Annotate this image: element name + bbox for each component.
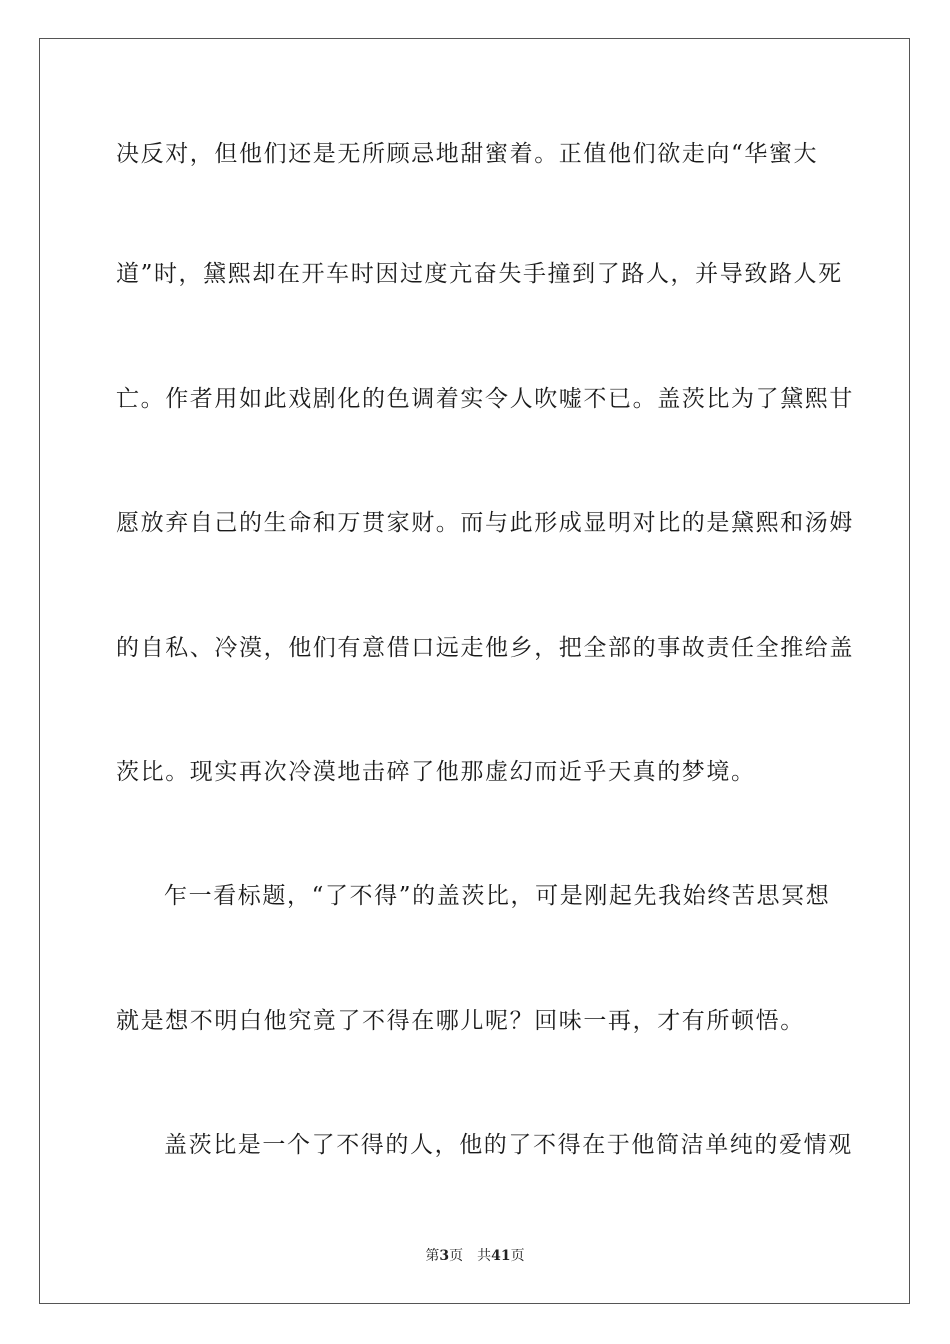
body-line-9: 盖茨比是一个了不得的人，他的了不得在于他简洁单纯的爱情观 xyxy=(164,1132,853,1158)
total-suffix: 页 xyxy=(510,1248,525,1264)
page-prefix: 第 xyxy=(425,1248,440,1264)
total-pages: 41 xyxy=(491,1248,511,1264)
page-footer xyxy=(0,1246,950,1266)
body-line-3: 亡。作者用如此戏剧化的色调着实令人吹嘘不已。盖茨比为了黛熙甘 xyxy=(116,386,854,412)
page-number: 3 xyxy=(439,1248,450,1264)
body-line-1: 决反对，但他们还是无所顾忌地甜蜜着。正值他们欲走向“华蜜大 xyxy=(116,141,819,167)
body-line-4: 愿放弃自己的生命和万贯家财。而与此形成显明对比的是黛熙和汤姆 xyxy=(116,510,854,536)
body-line-2: 道”时，黛熙却在开车时因过度亢奋失手撞到了路人，并导致路人死 xyxy=(116,261,843,287)
total-prefix: 共 xyxy=(477,1248,492,1264)
body-line-7: 乍一看标题，“了不得”的盖茨比，可是刚起先我始终苦思冥想 xyxy=(164,883,831,909)
body-line-8: 就是想不明白他究竟了不得在哪儿呢？回味一再，才有所顿悟。 xyxy=(116,1008,805,1034)
page-border xyxy=(39,38,910,1304)
page-suffix: 页 xyxy=(449,1248,464,1264)
body-line-6: 茨比。现实再次冷漠地击碎了他那虚幻而近乎天真的梦境。 xyxy=(116,759,756,785)
body-line-5: 的自私、冷漠，他们有意借口远走他乡，把全部的事故责任全推给盖 xyxy=(116,635,854,661)
